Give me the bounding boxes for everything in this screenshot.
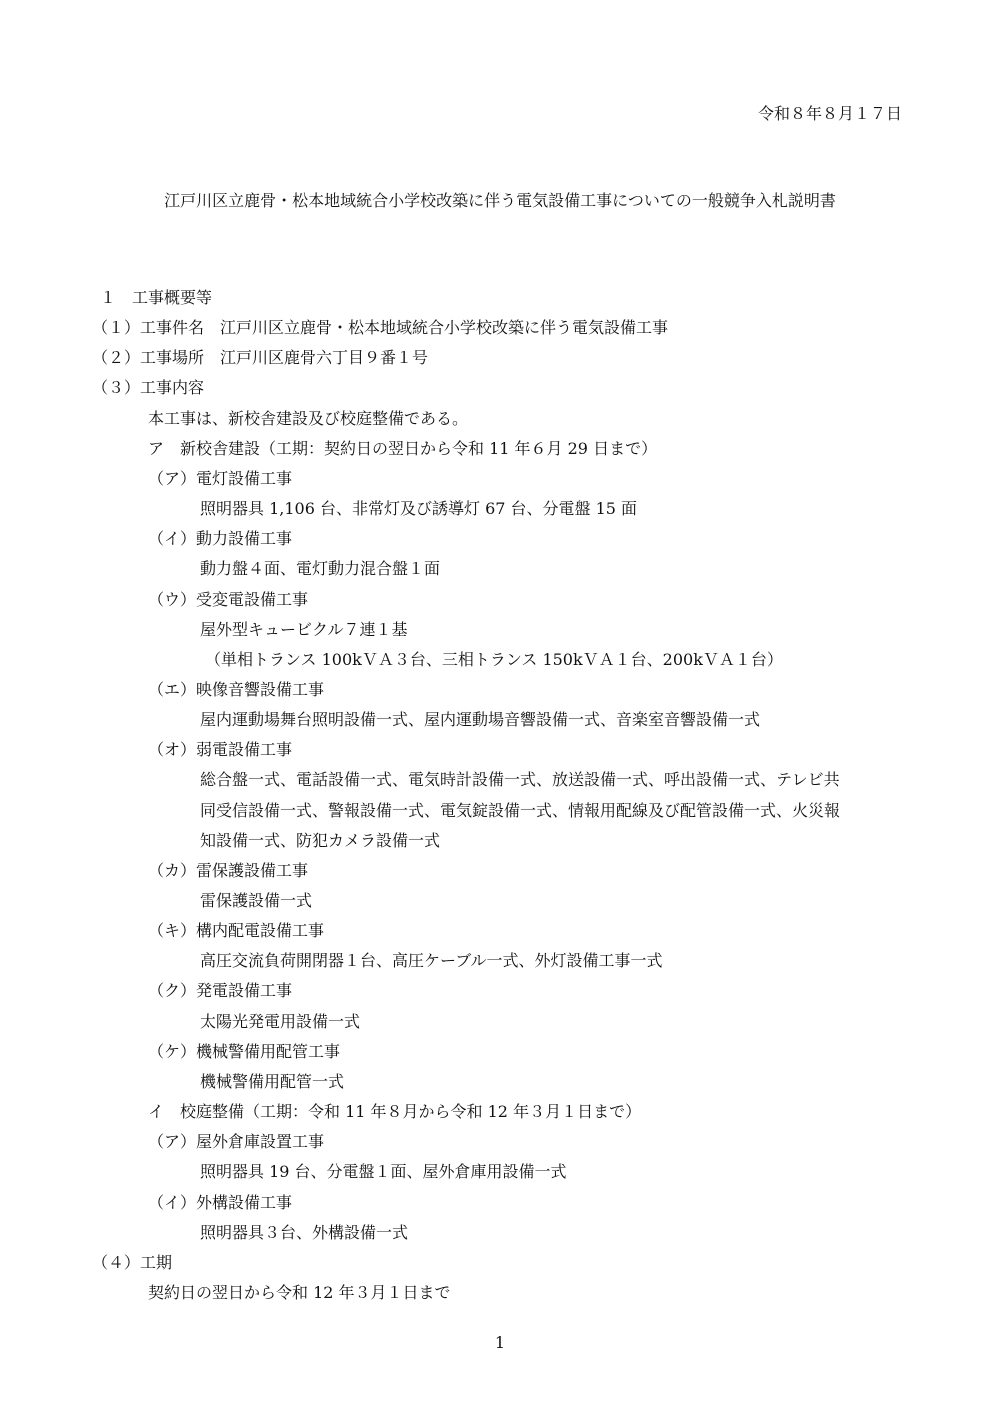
text-line: 照明器具 19 台、分電盤１面、屋外倉庫用設備一式 bbox=[200, 1162, 567, 1182]
text-line: 同受信設備一式、警報設備一式、電気錠設備一式、情報用配線及び配管設備一式、火災報 bbox=[200, 800, 841, 820]
text-line: （ケ）機械警備用配管工事 bbox=[148, 1041, 341, 1061]
text-line: 屋外型キュービクル７連１基 bbox=[200, 619, 408, 639]
text-line: 太陽光発電用設備一式 bbox=[200, 1011, 361, 1031]
text-line: 機械警備用配管一式 bbox=[200, 1071, 345, 1091]
text-line: （イ）外構設備工事 bbox=[148, 1192, 293, 1212]
text-line: （キ）構内配電設備工事 bbox=[148, 921, 325, 941]
text-line: 照明器具３台、外構設備一式 bbox=[200, 1222, 409, 1242]
text-line: イ 校庭整備（工期：令和 11 年８月から令和 12 年３月１日まで） bbox=[148, 1102, 642, 1122]
text-line: 知設備一式、防犯カメラ設備一式 bbox=[200, 830, 441, 850]
text-line: 総合盤一式、電話設備一式、電気時計設備一式、放送設備一式、呼出設備一式、テレビ共 bbox=[200, 770, 840, 790]
document-date: 令和８年８月１７日 bbox=[757, 104, 902, 123]
text-line: （エ）映像音響設備工事 bbox=[148, 679, 325, 699]
text-line: （４）工期 bbox=[92, 1252, 173, 1272]
text-line: 屋内運動場舞台照明設備一式、屋内運動場音響設備一式、音楽室音響設備一式 bbox=[200, 710, 761, 730]
text-line: （イ）動力設備工事 bbox=[148, 529, 293, 549]
text-line: （ア）屋外倉庫設置工事 bbox=[148, 1132, 325, 1152]
text-line: 契約日の翌日から令和 12 年３月１日まで bbox=[148, 1282, 451, 1302]
text-line: 本工事は、新校舎建設及び校庭整備である。 bbox=[148, 408, 469, 428]
text-line: 照明器具 1,106 台、非常灯及び誘導灯 67 台、分電盤 15 面 bbox=[200, 499, 638, 519]
text-line: 高圧交流負荷開閉器１台、高圧ケーブル一式、外灯設備工事一式 bbox=[200, 951, 663, 971]
text-line: （カ）雷保護設備工事 bbox=[148, 860, 309, 880]
text-line: （オ）弱電設備工事 bbox=[148, 740, 293, 760]
text-line: （１）工事件名 江戸川区立鹿骨・松本地域統合小学校改築に伴う電気設備工事 bbox=[92, 318, 669, 338]
text-line: （ク）発電設備工事 bbox=[148, 981, 293, 1001]
text-line: （２）工事場所 江戸川区鹿骨六丁目９番１号 bbox=[92, 348, 429, 368]
text-line: （３）工事内容 bbox=[92, 378, 205, 398]
text-line: （ア）電灯設備工事 bbox=[148, 468, 293, 488]
text-line: （単相トランス 100kＶＡ３台、三相トランス 150kＶＡ１台、200kＶＡ１台） bbox=[205, 649, 783, 669]
text-line: ア 新校舎建設（工期：契約日の翌日から令和 11 年６月 29 日まで） bbox=[148, 438, 658, 458]
page-number: 1 bbox=[494, 1333, 506, 1352]
document-title: 江戸川区立鹿骨・松本地域統合小学校改築に伴う電気設備工事についての一般競争入札説明書 bbox=[164, 191, 836, 210]
text-line: １ 工事概要等 bbox=[100, 288, 213, 307]
text-line: 雷保護設備一式 bbox=[200, 891, 313, 910]
text-line: 動力盤４面、電灯動力混合盤１面 bbox=[200, 559, 441, 579]
text-line: （ウ）受変電設備工事 bbox=[148, 589, 309, 609]
